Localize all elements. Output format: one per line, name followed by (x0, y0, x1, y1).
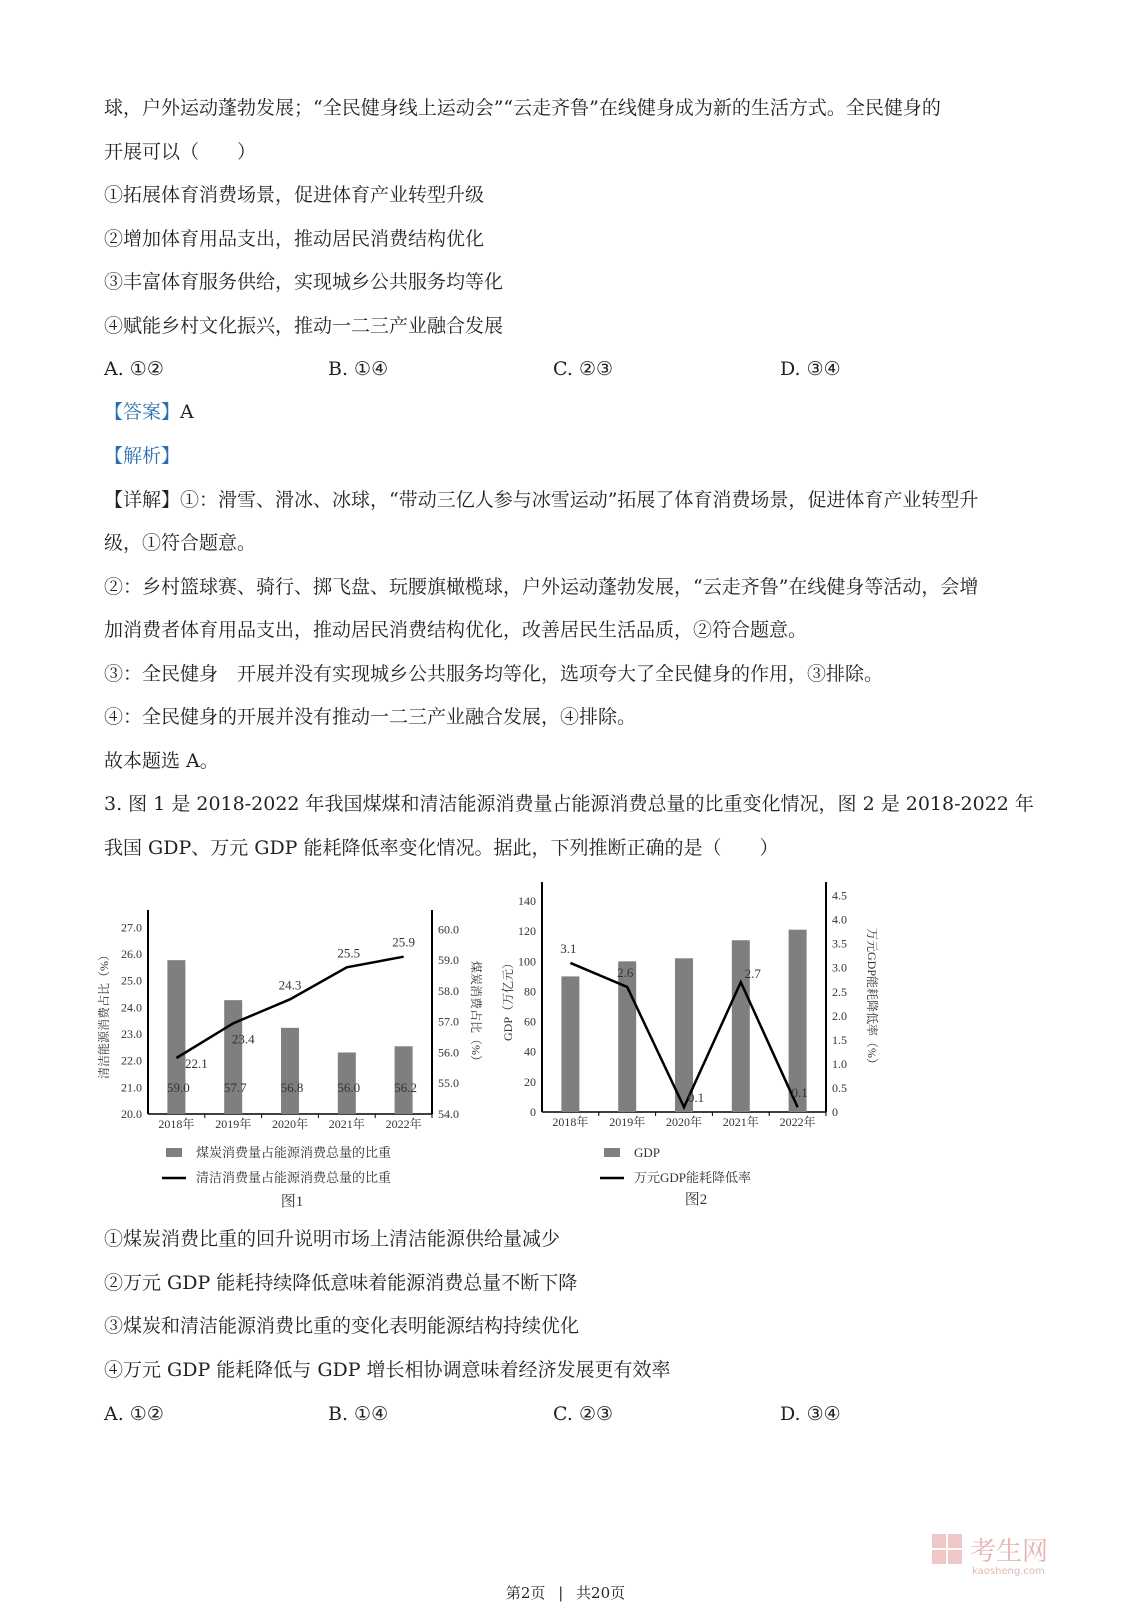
detail-line-3: ②：乡村篮球赛、骑行、掷飞盘、玩腰旗橄榄球，户外运动蓬勃发展，“云走齐鲁”在线健身等活动，会增 (104, 576, 979, 598)
right-axis-title: 万元GDP能耗降低率（%） (865, 927, 879, 1071)
q2-stem-line-1: 球，户外运动蓬勃发展；“全民健身线上运动会”“云走齐鲁”在线健身成为新的生活方式。全民健身的 (104, 97, 941, 119)
left-tick-label: 120 (518, 924, 536, 939)
watermark-text: 考生网 (970, 1537, 1049, 1567)
left-tick-label: 21.0 (121, 1080, 142, 1095)
detail-line-7: 故本题选 A。 (104, 750, 219, 772)
legend-bar-swatch (604, 1148, 620, 1157)
x-tick-label: 2020年 (271, 1117, 309, 1131)
q3-statement-4: ④万元 GDP 能耗降低与 GDP 增长相协调意味着经济发展更有效率 (104, 1359, 671, 1381)
legend-entry: GDP (634, 1145, 661, 1160)
line-data-label: 25.9 (392, 934, 415, 950)
x-tick-label: 2018年 (552, 1115, 589, 1129)
bar-data-label: 56.2 (394, 1080, 417, 1095)
x-tick-label: 2019年 (215, 1117, 252, 1131)
figure-1-chart (96, 880, 483, 1220)
line-data-label: 23.4 (231, 1031, 255, 1047)
q2-option-b: B. ①④ (328, 358, 389, 380)
legend-entry: 煤炭消费量占能源消费总量的比重 (196, 1145, 392, 1160)
q3-option-a: A. ①② (104, 1403, 164, 1425)
bar (675, 958, 693, 1112)
q2-stem-line-2: 开展可以（ ） (104, 141, 257, 163)
kaosheng-watermark (930, 1530, 1090, 1580)
right-tick-label: 2.5 (832, 984, 847, 999)
line-data-label: 25.5 (337, 945, 361, 961)
right-tick-label: 3.0 (832, 960, 847, 975)
q2-option-a: A. ①② (104, 358, 164, 380)
x-tick-label: 2019年 (609, 1115, 646, 1129)
left-tick-label: 40 (524, 1044, 536, 1059)
right-tick-label: 0 (832, 1105, 838, 1119)
left-tick-label: 24.0 (121, 1000, 142, 1015)
detail-line-5: ③：全民健身 开展并没有实现城乡公共服务均等化，选项夸大了全民健身的作用，③排除。 (104, 663, 884, 685)
line-data-label: 2.6 (617, 964, 634, 980)
analysis-tag: 【解析】 (104, 445, 181, 467)
right-tick-label: 59.0 (438, 953, 459, 968)
q2-answer (104, 400, 194, 424)
left-axis-title: 清洁能源消费占比（%） (97, 949, 111, 1079)
page-total: 共20页 (576, 1584, 626, 1602)
q3-option-b: B. ①④ (328, 1403, 389, 1425)
x-tick-label: 2022年 (385, 1117, 422, 1131)
answer-tag: 【答案】 (104, 401, 181, 423)
q3-stem-line-2: 我国 GDP、万元 GDP 能耗降低率变化情况。据此，下列推断正确的是（ ） (104, 837, 779, 859)
q3-option-d: D. ③④ (780, 1403, 841, 1425)
figure-2-chart (500, 876, 880, 1220)
legend-entry: 万元GDP能耗降低率 (634, 1170, 752, 1185)
left-tick-label: 0 (530, 1105, 536, 1119)
x-tick-label: 2021年 (722, 1115, 759, 1129)
left-tick-label: 22.0 (121, 1053, 142, 1068)
bar-data-label: 56.0 (337, 1080, 361, 1095)
x-tick-label: 2022年 (779, 1115, 816, 1129)
q2-statement-2: ②增加体育用品支出，推动居民消费结构优化 (104, 228, 485, 250)
bar-data-label: 57.7 (223, 1080, 247, 1095)
q3-statement-3: ③煤炭和清洁能源消费比重的变化表明能源结构持续优化 (104, 1315, 580, 1337)
right-tick-label: 4.0 (832, 912, 847, 927)
right-tick-label: 54.0 (438, 1107, 459, 1121)
watermark-url: kaosheng.com (972, 1566, 1045, 1577)
bar-data-label: 59.0 (167, 1080, 190, 1095)
line-data-label: 3.1 (560, 940, 577, 956)
line-data-label: 2.7 (744, 966, 761, 982)
left-tick-label: 25.0 (121, 973, 142, 988)
left-tick-label: 27.0 (121, 920, 142, 935)
x-tick-label: 2021年 (328, 1117, 365, 1131)
q3-statement-1: ①煤炭消费比重的回升说明市场上清洁能源供给量减少 (104, 1228, 561, 1250)
right-tick-label: 55.0 (438, 1076, 459, 1091)
left-tick-label: 20.0 (121, 1107, 142, 1121)
right-tick-label: 2.0 (832, 1008, 847, 1023)
q3-option-c: C. ②③ (553, 1403, 614, 1425)
line-data-label: 22.1 (185, 1056, 208, 1071)
left-tick-label: 140 (518, 894, 536, 909)
right-tick-label: 3.5 (832, 936, 847, 951)
page-number: 第2页 (505, 1584, 546, 1602)
footer-separator: | (558, 1584, 564, 1602)
chart-title: 图2 (684, 1192, 708, 1208)
left-tick-label: 60 (524, 1014, 536, 1029)
legend-entry: 清洁消费量占能源消费总量的比重 (196, 1170, 392, 1185)
left-tick-label: 80 (524, 984, 536, 999)
detail-line-1: 【详解】①：滑雪、滑冰、冰球，“带动三亿人参与冰雪运动”拓展了体育消费场景，促进体育产业转型升 (104, 489, 979, 511)
q2-option-d: D. ③④ (780, 358, 841, 380)
detail-line-6: ④：全民健身的开展并没有推动一二三产业融合发展，④排除。 (104, 706, 637, 728)
right-tick-label: 4.5 (832, 888, 847, 903)
x-tick-label: 2018年 (158, 1117, 195, 1131)
right-tick-label: 57.0 (438, 1014, 459, 1029)
q2-statement-3: ③丰富体育服务供给，实现城乡公共服务均等化 (104, 271, 504, 293)
left-axis-title: GDP（万亿元） (501, 956, 515, 1042)
right-tick-label: 58.0 (438, 983, 459, 998)
left-tick-label: 100 (518, 954, 536, 969)
answer-value: A (180, 401, 194, 423)
right-tick-label: 0.5 (832, 1080, 847, 1095)
x-tick-label: 2020年 (665, 1115, 703, 1129)
detail-line-4: 加消费者体育用品支出，推动居民消费结构优化，改善居民生活品质，②符合题意。 (104, 619, 808, 641)
q2-statement-4: ④赋能乡村文化振兴，推动一二三产业融合发展 (104, 315, 504, 337)
line-data-label: 0.1 (791, 1085, 808, 1101)
watermark-logo-icon (930, 1530, 1090, 1580)
right-tick-label: 1.0 (832, 1056, 847, 1071)
bar-data-label: 56.8 (280, 1080, 304, 1095)
right-tick-label: 60.0 (438, 922, 459, 937)
bar (561, 976, 579, 1112)
line-data-label: 24.3 (278, 977, 302, 993)
right-tick-label: 56.0 (438, 1045, 459, 1060)
left-tick-label: 26.0 (121, 947, 142, 961)
q3-statement-2: ②万元 GDP 能耗持续降低意味着能源消费总量不断下降 (104, 1272, 578, 1294)
left-tick-label: 20 (524, 1074, 536, 1089)
q3-stem-line-1: 3. 图 1 是 2018-2022 年我国煤煤和清洁能源消费量占能源消费总量的比重变化情况，图 2 是 2018-2022 年 (104, 793, 1034, 815)
q2-option-c: C. ②③ (553, 358, 614, 380)
right-tick-label: 1.5 (832, 1032, 847, 1047)
bar (224, 1000, 242, 1114)
line-data-label: 0.1 (687, 1090, 705, 1106)
page-footer (0, 1582, 1131, 1603)
q2-statement-1: ①拓展体育消费场景，促进体育产业转型升级 (104, 184, 485, 206)
detail-line-2: 级，①符合题意。 (104, 532, 257, 554)
right-axis-title: 煤炭消费占比（%） (469, 961, 483, 1067)
left-tick-label: 23.0 (121, 1027, 142, 1041)
legend-bar-swatch (166, 1148, 182, 1157)
chart-title: 图1 (280, 1194, 304, 1210)
bar (281, 1028, 299, 1114)
